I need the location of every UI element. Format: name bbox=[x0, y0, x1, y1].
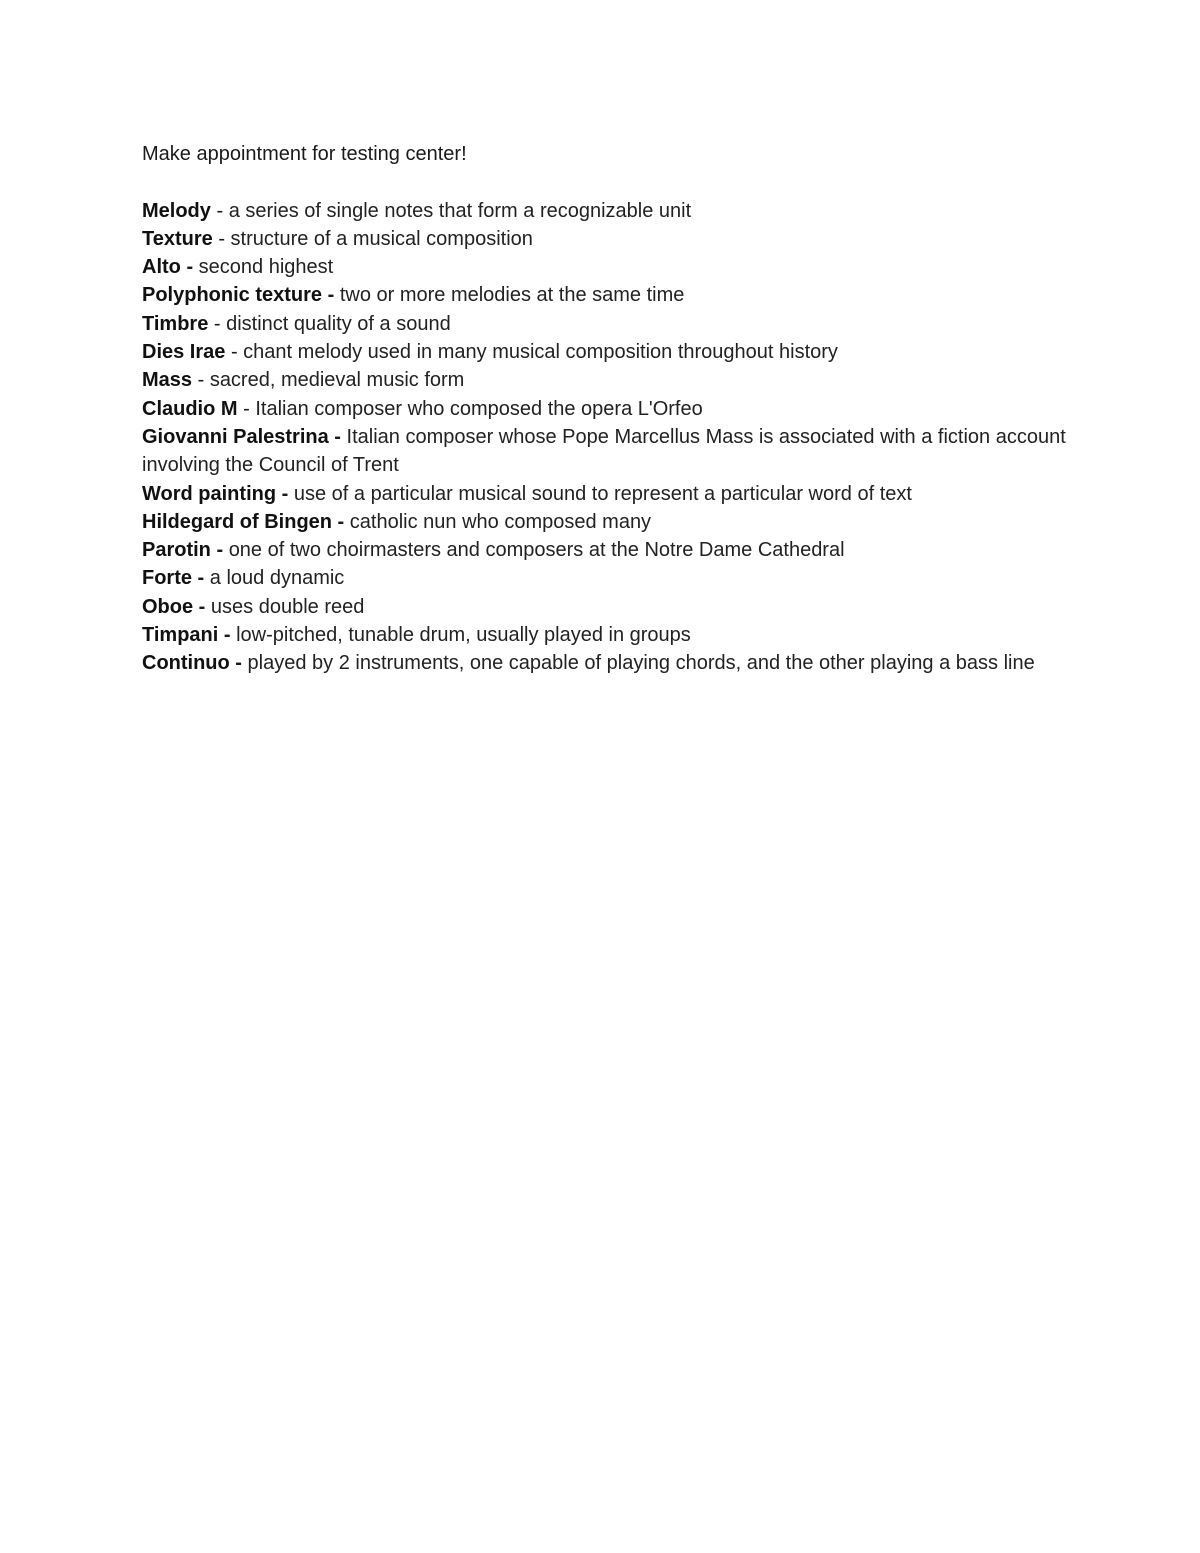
glossary-entry bbox=[142, 621, 1072, 649]
glossary-separator: - bbox=[212, 227, 231, 250]
glossary-separator: - bbox=[210, 199, 229, 222]
glossary-definition: chant melody used in many musical composition throughout history bbox=[243, 341, 838, 364]
glossary-list bbox=[142, 197, 1072, 678]
glossary-term: Forte bbox=[142, 567, 192, 590]
glossary-entry bbox=[142, 366, 1072, 394]
glossary-term: Timpani bbox=[142, 624, 219, 647]
glossary-entry bbox=[142, 197, 1072, 225]
glossary-definition: a series of single notes that form a recognizable unit bbox=[228, 199, 692, 222]
glossary-entry bbox=[142, 593, 1072, 621]
glossary-definition: Italian composer whose Pope Marcellus Mass is associated with a fiction account involving the Council of Trent bbox=[142, 425, 1066, 477]
glossary-term: Hildegard of Bingen bbox=[142, 510, 332, 533]
glossary-entry bbox=[142, 338, 1072, 366]
glossary-entry bbox=[142, 253, 1072, 281]
glossary-definition: a loud dynamic bbox=[209, 567, 345, 590]
glossary-separator: - bbox=[208, 312, 227, 335]
glossary-term: Mass bbox=[142, 369, 193, 392]
glossary-separator: - bbox=[218, 624, 237, 647]
glossary-term: Word painting bbox=[142, 482, 277, 505]
glossary-definition: structure of a musical composition bbox=[230, 227, 533, 250]
glossary-term: Continuo bbox=[142, 652, 230, 675]
glossary-separator: - bbox=[237, 397, 256, 420]
glossary-definition: catholic nun who composed many bbox=[349, 510, 652, 533]
glossary-entry bbox=[142, 480, 1072, 508]
glossary-separator: - bbox=[322, 284, 340, 307]
glossary-entry bbox=[142, 395, 1072, 423]
glossary-definition: low-pitched, tunable drum, usually played in groups bbox=[236, 624, 691, 647]
glossary-separator: - bbox=[192, 369, 210, 392]
glossary-definition: played by 2 instruments, one capable of playing chords, and the other playing a bass line bbox=[247, 652, 1035, 675]
glossary-entry bbox=[142, 281, 1072, 309]
glossary-separator: - bbox=[328, 425, 347, 448]
glossary-separator: - bbox=[229, 652, 248, 675]
glossary-definition: use of a particular musical sound to represent a particular word of text bbox=[293, 482, 912, 505]
glossary-entry bbox=[142, 310, 1072, 338]
glossary-term: Oboe bbox=[142, 595, 194, 618]
glossary-term: Parotin bbox=[142, 539, 211, 562]
glossary-entry bbox=[142, 536, 1072, 564]
glossary-definition: two or more melodies at the same time bbox=[339, 284, 685, 307]
glossary-term: Claudio M bbox=[142, 397, 238, 420]
glossary-separator: - bbox=[276, 482, 294, 505]
glossary-term: Melody bbox=[142, 199, 211, 222]
glossary-separator: - bbox=[210, 539, 229, 562]
glossary-definition: Italian composer who composed the opera L'Orfeo bbox=[255, 397, 703, 420]
glossary-entry bbox=[142, 423, 1072, 480]
glossary-definition: distinct quality of a sound bbox=[226, 312, 451, 335]
glossary-term: Polyphonic texture bbox=[142, 284, 323, 307]
glossary-separator: - bbox=[193, 595, 211, 618]
glossary-entry bbox=[142, 564, 1072, 592]
reminder-note: Make appointment for testing center! bbox=[142, 143, 467, 165]
glossary-entry bbox=[142, 508, 1072, 536]
glossary-separator: - bbox=[332, 510, 350, 533]
glossary-term: Texture bbox=[142, 227, 213, 250]
glossary-definition: second highest bbox=[198, 256, 334, 279]
glossary-term: Giovanni Palestrina bbox=[142, 425, 329, 448]
glossary-entry bbox=[142, 225, 1072, 253]
glossary-definition: one of two choirmasters and composers at the Notre Dame Cathedral bbox=[228, 539, 845, 562]
glossary-term: Alto bbox=[142, 256, 181, 279]
glossary-separator: - bbox=[225, 341, 244, 364]
glossary-separator: - bbox=[192, 567, 210, 590]
glossary-entry bbox=[142, 649, 1072, 677]
glossary-definition: sacred, medieval music form bbox=[209, 369, 465, 392]
document-body bbox=[142, 140, 1072, 678]
glossary-definition: uses double reed bbox=[210, 595, 365, 618]
glossary-term: Timbre bbox=[142, 312, 209, 335]
glossary-term: Dies Irae bbox=[142, 341, 226, 364]
glossary-separator: - bbox=[180, 256, 199, 279]
